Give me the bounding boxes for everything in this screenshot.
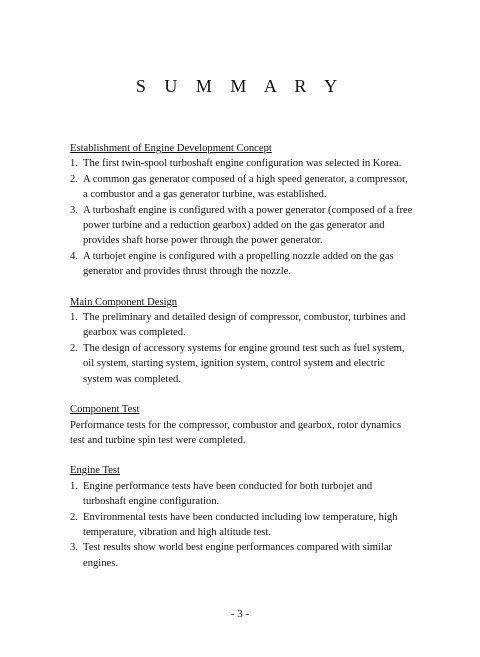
list-number: 4. <box>70 250 78 262</box>
numbered-list <box>70 156 415 279</box>
list-item <box>70 540 415 571</box>
list-number: 2. <box>70 342 78 354</box>
list-item <box>70 479 415 510</box>
list-number: 1. <box>70 312 78 324</box>
list-item <box>70 172 415 203</box>
numbered-list <box>70 479 415 571</box>
list-number: 2. <box>70 511 78 523</box>
list-number: 3. <box>70 542 78 554</box>
page-number: - 3 - <box>230 608 250 620</box>
list-item-text: The preliminary and detailed design of compressor, combustor, turbines and gearbox was completed. <box>83 312 406 339</box>
list-item <box>70 341 415 387</box>
section-paragraph: Performance tests for the compressor, combustor and gearbox, rotor dynamics test and turbine spin test were completed. <box>70 419 402 446</box>
list-item-text: Engine performance tests have been conducted for both turbojet and turboshaft engine configuration. <box>83 480 373 508</box>
list-item-text: The design of accessory systems for engine ground test such as fuel system, oil system, starting system, ignition system, control system and electric system was completed. <box>83 342 405 385</box>
list-item-text: A common gas generator composed of a high speed generator, a compressor, a combustor and a gas generator turbine, was established. <box>83 173 408 201</box>
list-item-text: A turboshaft engine is configured with a power generator (composed of a free power turbine and a reduction gearbox) added on the gas generator and provides shaft horse power through the power generator. <box>83 204 413 247</box>
section-main-component-design <box>70 295 415 387</box>
list-number: 1. <box>70 480 78 492</box>
section-component-test <box>70 402 415 448</box>
section-heading: Main Component Design <box>70 296 178 308</box>
summary-content <box>70 141 415 586</box>
list-item <box>70 510 415 541</box>
list-item-text: A turbojet engine is configured with a propelling nozzle added on the gas generator and provides thrust through the nozzle. <box>83 250 394 278</box>
list-number: 2. <box>70 173 78 185</box>
list-item <box>70 249 415 280</box>
list-number: 1. <box>70 158 78 170</box>
section-engine-development-concept <box>70 141 415 280</box>
section-heading: Establishment of Engine Development Concept <box>70 143 272 154</box>
page-title: S U M M A R Y <box>135 76 345 96</box>
numbered-list <box>70 310 415 387</box>
section-heading: Engine Test <box>70 465 120 477</box>
list-item <box>70 310 415 341</box>
list-item-text: Test results show world best engine performances compared with similar engines. <box>83 542 393 569</box>
list-item <box>70 156 415 171</box>
section-heading: Component Test <box>70 404 140 416</box>
section-engine-test <box>70 463 415 571</box>
list-item-text: The first twin-spool turboshaft engine configuration was selected in Korea. <box>83 158 402 170</box>
list-item-text: Environmental tests have been conducted including low temperature, high temperature, vibration and high altitude test. <box>83 511 398 538</box>
list-number: 3. <box>70 204 78 216</box>
list-item <box>70 203 415 249</box>
